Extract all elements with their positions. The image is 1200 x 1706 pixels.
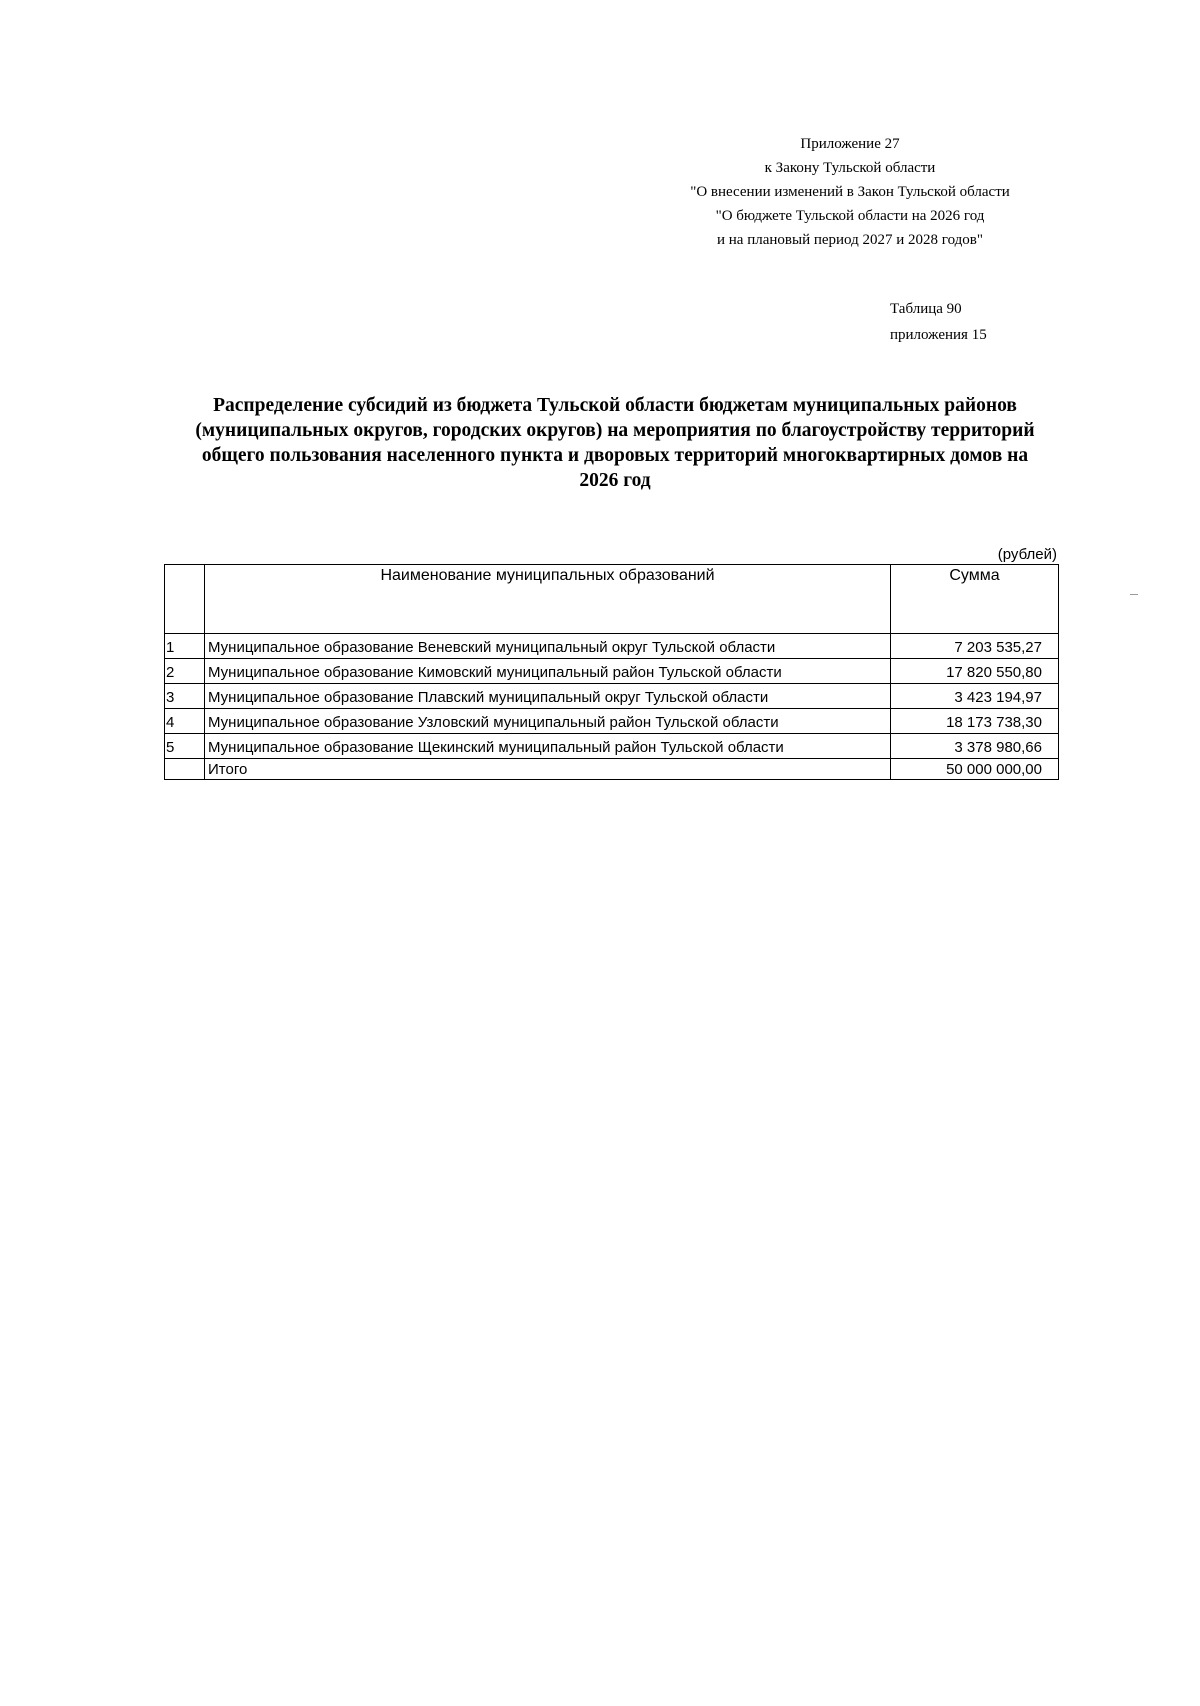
total-number-cell [165, 759, 205, 780]
appendix-reference [640, 132, 1060, 252]
title-line-3: общего пользования населенного пункта и дворовых территорий многоквартирных домов на [201, 445, 1029, 466]
row-sum: 3 378 980,66 [891, 734, 1059, 759]
row-name: Муниципальное образование Веневский муниципальный округ Тульской области [205, 634, 891, 659]
table-row [165, 634, 1059, 659]
row-name: Муниципальное образование Плавский муниципальный округ Тульской области [205, 684, 891, 709]
row-sum: 7 203 535,27 [891, 634, 1059, 659]
row-name: Муниципальное образование Щекинский муниципальный район Тульской области [205, 734, 891, 759]
units-label: (рублей) [997, 546, 1057, 563]
title-line-1: Распределение субсидий из бюджета Тульской области бюджетам муниципальных районов [213, 395, 1017, 416]
total-label: Итого [205, 759, 891, 780]
table-row [165, 709, 1059, 734]
subsidy-distribution-table [164, 564, 1059, 780]
header-number-cell [165, 565, 205, 634]
table-row [165, 734, 1059, 759]
row-number: 4 [165, 709, 205, 734]
appendix-line-5: и на плановый период 2027 и 2028 годов" [717, 232, 983, 248]
row-sum: 17 820 550,80 [891, 659, 1059, 684]
appendix-line-2: к Закону Тульской области [764, 160, 936, 176]
table-reference [890, 296, 987, 348]
row-name: Муниципальное образование Кимовский муниципальный район Тульской области [205, 659, 891, 684]
table-row [165, 659, 1059, 684]
table-header-row [165, 565, 1059, 634]
row-sum: 18 173 738,30 [891, 709, 1059, 734]
table-row [165, 684, 1059, 709]
appendix-line-3: "О внесении изменений в Закон Тульской области [690, 184, 1010, 200]
total-sum: 50 000 000,00 [891, 759, 1059, 780]
row-sum: 3 423 194,97 [891, 684, 1059, 709]
table-ref-line-2: приложения 15 [890, 327, 987, 343]
title-line-4: 2026 год [579, 470, 651, 491]
row-name: Муниципальное образование Узловский муниципальный район Тульской области [205, 709, 891, 734]
appendix-line-1: Приложение 27 [800, 136, 900, 152]
document-title [160, 393, 1070, 493]
title-line-2: (муниципальных округов, городских округов) на мероприятия по благоустройству территорий [195, 420, 1035, 441]
total-row [165, 759, 1059, 780]
header-sum-cell: Сумма [891, 565, 1059, 634]
row-number: 2 [165, 659, 205, 684]
header-name-cell: Наименование муниципальных образований [205, 565, 891, 634]
scan-artifact-divider [1130, 594, 1138, 595]
row-number: 1 [165, 634, 205, 659]
appendix-line-4: "О бюджете Тульской области на 2026 год [715, 208, 985, 224]
table-ref-line-1: Таблица 90 [890, 301, 962, 317]
row-number: 5 [165, 734, 205, 759]
row-number: 3 [165, 684, 205, 709]
